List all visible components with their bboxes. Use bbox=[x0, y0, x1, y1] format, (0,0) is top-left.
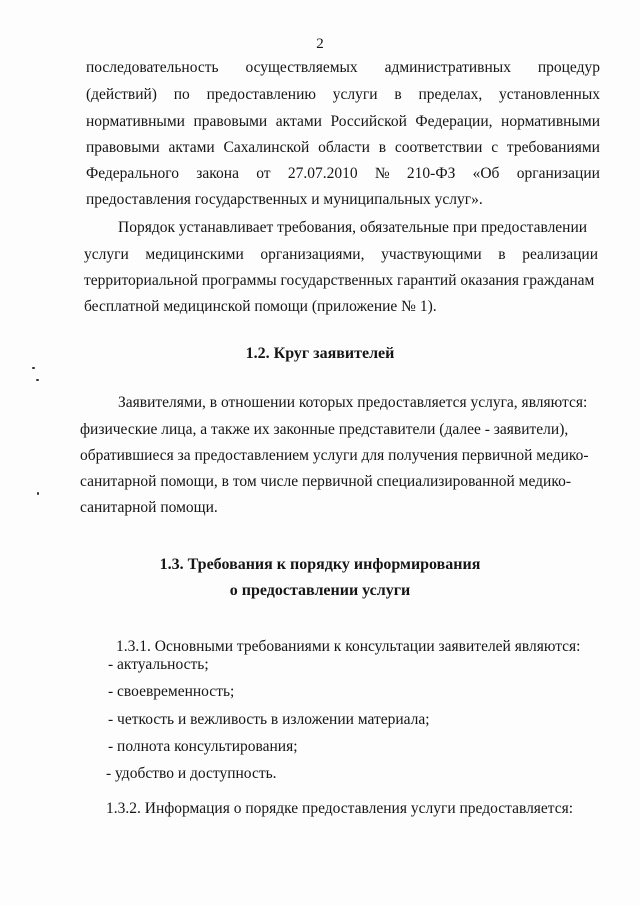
requirement-item: - полнота консультирования; bbox=[108, 738, 298, 755]
scan-speck bbox=[36, 379, 39, 381]
paragraph-2-line-1: Порядок устанавливает требования, обязательные при предоставлении bbox=[118, 219, 588, 236]
item-1-3-1: 1.3.1. Основными требованиями к консультации заявителей являются: bbox=[116, 638, 581, 655]
page-number: 2 bbox=[316, 36, 324, 52]
paragraph-1-line-4: правовыми актами Сахалинской области в соответствии с требованиями bbox=[86, 139, 600, 156]
paragraph-2-line-2: услуги медицинскими организациями, участвующими в реализации bbox=[84, 246, 598, 263]
section-1-2-line-2: физические лица, а также их законные представители (далее - заявители), bbox=[80, 421, 569, 438]
scan-speck bbox=[32, 367, 35, 369]
section-1-3-heading-line-2: о предоставлении услуги bbox=[229, 582, 411, 599]
paragraph-1-line-1: последовательность осуществляемых административных процедур bbox=[86, 59, 600, 76]
section-1-2-heading: 1.2. Круг заявителей bbox=[245, 345, 395, 362]
paragraph-1-line-6: предоставления государственных и муниципальных услуг». bbox=[86, 191, 483, 208]
paragraph-2-line-4: бесплатной медицинской помощи (приложение № 1). bbox=[84, 298, 437, 315]
requirement-item: - актуальность; bbox=[108, 656, 209, 673]
section-1-2-line-3: обратившиеся за предоставлением услуги для получения первичной медико- bbox=[80, 447, 589, 464]
section-1-2-line-5: санитарной помощи. bbox=[80, 499, 218, 516]
paragraph-2-line-3: территориальной программы государственных гарантий оказания гражданам bbox=[84, 272, 595, 289]
section-1-2-line-4: санитарной помощи, в том числе первичной специализированной медико- bbox=[80, 473, 571, 490]
item-1-3-2: 1.3.2. Информация о порядке предоставления услуги предоставляется: bbox=[106, 800, 574, 817]
section-1-2-line-1: Заявителями, в отношении которых предоставляется услуга, являются: bbox=[118, 394, 588, 411]
section-1-3-heading-line-1: 1.3. Требования к порядку информирования bbox=[159, 556, 481, 573]
requirement-item: - удобство и доступность. bbox=[106, 765, 277, 782]
requirement-item: - четкость и вежливость в изложении материала; bbox=[108, 711, 430, 728]
scan-speck bbox=[37, 492, 39, 495]
paragraph-1-line-3: нормативными правовыми актами Российской Федерации, нормативными bbox=[86, 113, 600, 130]
paragraph-1-line-5: Федерального закона от 27.07.2010 № 210-ФЗ «Об организации bbox=[86, 165, 600, 182]
requirement-item: - своевременность; bbox=[108, 683, 235, 700]
paragraph-1-line-2: (действий) по предоставлению услуги в пределах, установленных bbox=[86, 86, 600, 103]
